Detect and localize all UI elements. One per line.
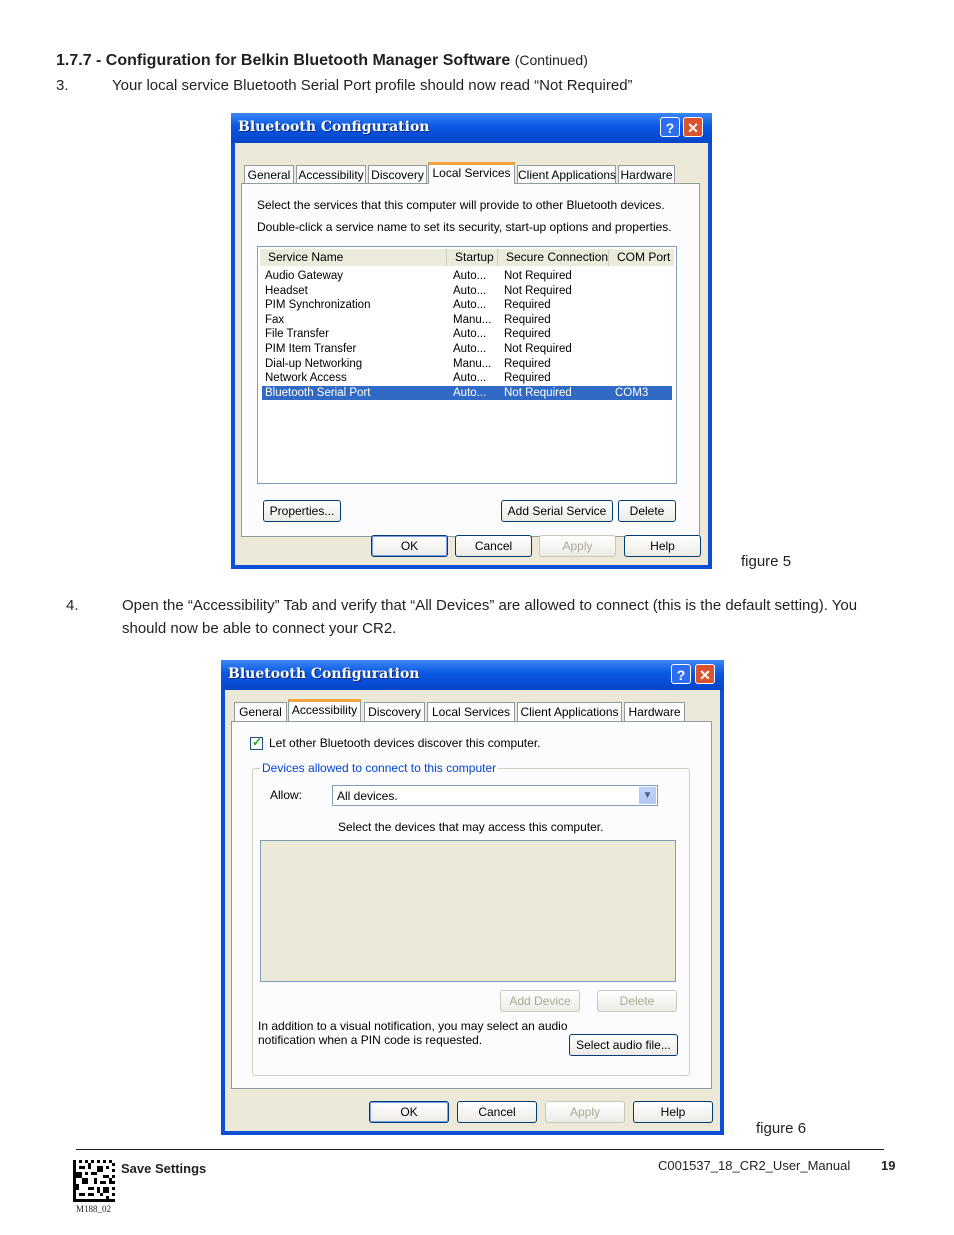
tab-discovery[interactable]: Discovery: [364, 702, 425, 721]
audio-line-1: In addition to a visual notification, you may select an audio: [258, 1019, 568, 1033]
tab-general[interactable]: General: [234, 702, 287, 721]
table-row[interactable]: [262, 313, 672, 328]
dialog-body: [225, 690, 720, 1131]
tab-accessibility[interactable]: Accessibility: [296, 165, 366, 184]
service-name-cell: Network Access: [265, 372, 347, 385]
discover-checkbox[interactable]: [250, 737, 263, 750]
add-device-button[interactable]: Add Device: [500, 990, 580, 1012]
section-heading: [56, 52, 588, 70]
service-name-cell: Headset: [265, 284, 308, 297]
secure-connection-cell: Not Required: [504, 284, 572, 297]
title-bar: [221, 660, 724, 690]
table-row[interactable]: [262, 327, 672, 342]
table-row[interactable]: [262, 371, 672, 386]
service-name-cell: Audio Gateway: [265, 270, 343, 282]
column-secure-connection[interactable]: Secure Connection: [498, 249, 609, 266]
step-4-number: 4.: [66, 597, 79, 614]
service-name-cell: Bluetooth Serial Port: [265, 386, 371, 399]
audio-line-2: notification when a PIN code is requested.: [258, 1033, 483, 1047]
devices-list[interactable]: [260, 840, 676, 982]
column-service-name[interactable]: Service Name: [260, 249, 447, 266]
service-name-cell: PIM Synchronization: [265, 299, 371, 312]
page-number: 19: [881, 1158, 896, 1173]
startup-cell: Auto...: [453, 270, 487, 282]
accessibility-panel: [231, 721, 712, 1089]
service-name-cell: PIM Item Transfer: [265, 343, 357, 355]
secure-connection-cell: Required: [504, 328, 551, 341]
tab-client-applications[interactable]: Client Applications: [517, 165, 616, 184]
heading-title: 1.7.7 - Configuration for Belkin Bluetooth Manager Software: [56, 52, 511, 69]
figure-5-caption: figure 5: [741, 553, 792, 570]
secure-connection-cell: Required: [504, 357, 551, 370]
help-button[interactable]: Help: [633, 1101, 713, 1123]
cancel-button[interactable]: Cancel: [457, 1101, 537, 1123]
select-devices-label: Select the devices that may access this computer.: [338, 820, 604, 834]
tab-local-services[interactable]: Local Services: [428, 162, 515, 184]
dialog-title: Bluetooth Configuration: [228, 666, 420, 682]
title-bar: [231, 113, 712, 143]
apply-button[interactable]: Apply: [539, 535, 616, 557]
barcode-code: M188_02: [76, 1204, 112, 1214]
allow-select[interactable]: [332, 785, 658, 806]
check-icon: ✓: [252, 735, 263, 749]
footer-divider: [76, 1149, 884, 1150]
tab-discovery[interactable]: Discovery: [368, 165, 427, 184]
secure-connection-cell: Not Required: [504, 270, 572, 282]
com-port-cell: COM3: [615, 386, 649, 399]
tab-client-applications[interactable]: Client Applications: [517, 702, 622, 721]
description-line-2: Double-click a service name to set its security, start-up options and properties.: [257, 220, 672, 234]
startup-cell: Auto...: [453, 299, 487, 312]
table-row[interactable]: [262, 342, 672, 357]
secure-connection-cell: Required: [504, 299, 551, 312]
description-line-1: Select the services that this computer will provide to other Bluetooth devices.: [257, 198, 665, 212]
service-name-cell: Fax: [265, 313, 285, 326]
tab-hardware[interactable]: Hardware: [618, 165, 675, 184]
tab-general[interactable]: General: [244, 165, 294, 184]
table-row[interactable]: [262, 386, 672, 401]
services-list[interactable]: [257, 246, 677, 484]
table-row[interactable]: [262, 357, 672, 372]
startup-cell: Auto...: [453, 328, 487, 341]
ok-button[interactable]: OK: [371, 535, 448, 557]
figure-6-caption: figure 6: [756, 1120, 807, 1137]
help-icon[interactable]: ?: [660, 117, 680, 137]
startup-cell: Auto...: [453, 372, 487, 385]
secure-connection-cell: Not Required: [504, 343, 572, 355]
step-4-line-2: should now be able to connect your CR2.: [122, 620, 397, 637]
startup-cell: Auto...: [453, 284, 487, 297]
startup-cell: Manu...: [453, 313, 492, 326]
footer-doc-name: C001537_18_CR2_User_Manual: [658, 1158, 851, 1173]
heading-continued: (Continued): [514, 52, 588, 68]
group-title: Devices allowed to connect to this computer: [262, 761, 497, 775]
service-name-cell: File Transfer: [265, 328, 329, 341]
figure-5-dialog: [231, 113, 712, 569]
column-com-port[interactable]: COM Port: [609, 249, 674, 266]
local-services-panel: [241, 183, 700, 537]
apply-button[interactable]: Apply: [545, 1101, 625, 1123]
figure-6-dialog: [221, 660, 724, 1135]
dialog-title: Bluetooth Configuration: [238, 119, 430, 135]
select-audio-file-button[interactable]: Select audio file...: [569, 1034, 678, 1056]
add-serial-service-button[interactable]: Add Serial Service: [501, 500, 613, 522]
tab-hardware[interactable]: Hardware: [624, 702, 685, 721]
tab-local-services[interactable]: Local Services: [427, 702, 515, 721]
secure-connection-cell: Required: [504, 313, 551, 326]
startup-cell: Manu...: [453, 357, 492, 370]
delete-button[interactable]: Delete: [618, 500, 676, 522]
close-icon[interactable]: ✕: [683, 117, 703, 137]
secure-connection-cell: Not Required: [504, 386, 572, 399]
allow-select-value: All devices.: [337, 789, 398, 803]
table-row[interactable]: [262, 269, 672, 284]
footer-left-label: Save Settings: [121, 1161, 207, 1176]
tab-accessibility[interactable]: Accessibility: [288, 699, 361, 721]
service-name-cell: Dial-up Networking: [265, 357, 363, 370]
discover-label: Let other Bluetooth devices discover this computer.: [269, 736, 541, 750]
delete-button[interactable]: Delete: [597, 990, 677, 1012]
table-row[interactable]: [262, 284, 672, 299]
help-icon[interactable]: ?: [671, 664, 691, 684]
help-button[interactable]: Help: [624, 535, 701, 557]
startup-cell: Auto...: [453, 343, 487, 355]
properties-button[interactable]: Properties...: [263, 500, 341, 522]
step-4-line-1: Open the “Accessibility” Tab and verify that “All Devices” are allowed to connect (this is the default setting). You: [122, 597, 858, 614]
step-3-text: Your local service Bluetooth Serial Port profile should now read “Not Required”: [112, 77, 633, 94]
column-startup[interactable]: Startup: [447, 249, 498, 266]
table-row[interactable]: [262, 298, 672, 313]
dialog-body: [235, 143, 708, 565]
cancel-button[interactable]: Cancel: [455, 535, 532, 557]
allow-label: Allow:: [270, 788, 303, 802]
datamatrix-barcode-icon: [73, 1160, 115, 1202]
chevron-down-icon[interactable]: ▼: [639, 787, 656, 804]
ok-button[interactable]: OK: [369, 1101, 449, 1123]
secure-connection-cell: Required: [504, 372, 551, 385]
startup-cell: Auto...: [453, 386, 487, 399]
close-icon[interactable]: ✕: [695, 664, 715, 684]
step-3-number: 3.: [56, 77, 69, 94]
